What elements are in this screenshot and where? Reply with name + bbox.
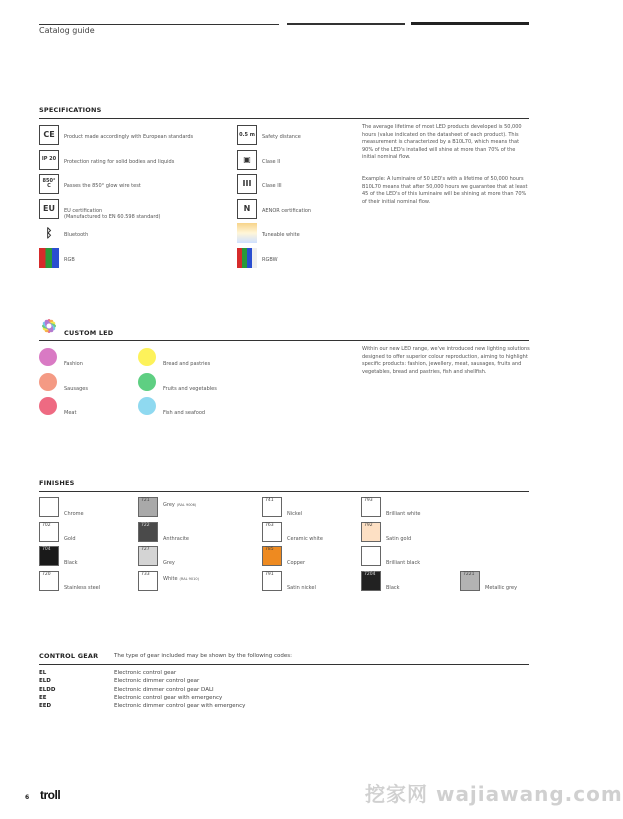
gear-description: Electronic dimmer control gear xyxy=(114,678,200,685)
finish-code: 793 xyxy=(364,498,373,503)
finish-label: Gold xyxy=(64,535,76,542)
ip-rating-icon: IP 20 xyxy=(39,150,59,170)
class-ii-icon: ▣ xyxy=(237,150,257,170)
spec-label: Safety distance xyxy=(262,134,301,140)
brand-logo: troll xyxy=(40,788,61,802)
finish-code: 722 xyxy=(141,522,150,528)
color-swatch-circle xyxy=(138,373,156,391)
custom-led-label: Fruits and vegetables xyxy=(163,385,217,392)
flower-logo-icon xyxy=(39,316,59,336)
finish-swatch xyxy=(262,497,282,517)
finish-swatch xyxy=(262,546,282,566)
finish-swatch xyxy=(262,522,282,542)
spec-label: Clase II xyxy=(262,158,281,165)
page-number: 6 xyxy=(25,794,30,801)
finish-code: 785 xyxy=(265,547,274,552)
spec-label: Bluetooth xyxy=(64,232,89,238)
spec-label: Passes the 850° glow wire test xyxy=(64,183,141,189)
finish-swatch xyxy=(39,546,59,566)
finishes-title: FINISHES xyxy=(39,479,75,487)
gear-description: Electronic control gear xyxy=(114,670,177,676)
finish-swatch xyxy=(262,571,282,591)
finish-label: Satin gold xyxy=(386,535,412,542)
finish-swatch xyxy=(138,571,158,591)
watermark: 挖家网 wajiawang.com xyxy=(365,782,623,806)
finish-label: White (RAL 9010) xyxy=(163,575,199,582)
gear-description: Electronic dimmer control gear with emergency xyxy=(114,703,246,710)
finish-swatch xyxy=(39,497,59,517)
finish-label: Brilliant white xyxy=(386,511,421,517)
bluetooth-icon: ᛒ xyxy=(45,226,53,240)
specifications-rule xyxy=(39,118,529,119)
finish-label: Chrome xyxy=(64,511,84,517)
finish-label: Black xyxy=(64,560,78,566)
finish-sub: (RAL 9006) xyxy=(176,503,197,507)
specifications-title: SPECIFICATIONS xyxy=(39,106,102,114)
safety-distance-icon: 0.5 m xyxy=(237,125,257,145)
gear-description: Electronic control gear with emergency xyxy=(114,694,223,701)
rgbw-icon xyxy=(237,248,257,268)
header-rule-3 xyxy=(411,22,529,25)
finish-swatch xyxy=(138,546,158,566)
custom-led-label: Fashion xyxy=(64,361,83,367)
class-iii-icon: III xyxy=(237,174,257,194)
finish-label: Copper xyxy=(287,560,306,566)
finish-label: Stainless steel xyxy=(64,584,101,591)
lifetime-paragraph: The average lifetime of most LED products developed is 50,000 hours (value indicated on the datasheet of each product). This measurement is characterized by a B10L70, which means that 90% of the LED's installed will shine at more than 70% of the initial nominal flow. xyxy=(362,124,522,160)
page-header-title: Catalog guide xyxy=(39,26,95,35)
spec-label: RGB xyxy=(64,256,75,263)
tuneable-white-icon xyxy=(237,223,257,243)
finish-label: Anthracite xyxy=(163,535,190,542)
finish-code: 721 xyxy=(141,498,150,503)
color-swatch-circle xyxy=(39,397,57,415)
rgb-icon xyxy=(39,248,59,268)
finish-code: 7221 xyxy=(463,571,475,577)
color-swatch-circle xyxy=(39,348,57,366)
glow-wire-icon: 850° C xyxy=(39,174,59,194)
control-gear-intro: The type of gear included may be shown by the following codes: xyxy=(114,653,293,659)
custom-led-label: Sausages xyxy=(64,385,88,392)
color-swatch-circle xyxy=(39,373,57,391)
finish-swatch xyxy=(460,571,480,591)
custom-led-rule xyxy=(39,340,529,341)
finish-swatch xyxy=(361,497,381,517)
finish-label: Brilliant black xyxy=(386,560,421,566)
finish-swatch xyxy=(361,571,381,591)
finish-code: 733 xyxy=(141,571,150,577)
finish-label: Metallic grey xyxy=(485,584,518,591)
spec-label: Clase III xyxy=(262,183,282,189)
custom-led-label: Meat xyxy=(64,410,77,416)
finish-code: 727 xyxy=(141,547,150,552)
finish-sub: (RAL 9010) xyxy=(179,576,199,581)
header-rule-1 xyxy=(39,24,279,25)
gear-code: EE xyxy=(39,694,47,701)
custom-led-label: Bread and pastries xyxy=(163,361,211,367)
finish-swatch xyxy=(361,546,381,566)
finish-code: 720 xyxy=(42,571,51,577)
finishes-rule xyxy=(39,491,529,492)
eu-certification-icon: EU xyxy=(39,199,59,219)
finish-code: 792 xyxy=(364,522,373,528)
gear-description: Electronic dimmer control gear DALI xyxy=(114,686,214,693)
ce-mark-icon: CE xyxy=(39,125,59,145)
finish-label: Grey xyxy=(163,560,175,566)
spec-label: RGBW xyxy=(262,256,278,263)
finish-label: Grey (RAL 9006) xyxy=(163,502,197,508)
finish-swatch xyxy=(39,571,59,591)
finish-code: 791 xyxy=(265,571,274,577)
example-paragraph: Example: A luminaire of 50 LED's with a lifetime of 50,000 hours B10L70 means that after 50,000 hours we guarantee that at least 45 of the LED's of this luminaire will be shining at more than 70% of their initial nominal flow. xyxy=(362,176,528,205)
finish-code: 763 xyxy=(265,522,274,528)
gear-code: EED xyxy=(39,703,52,710)
finish-label: Ceramic white xyxy=(287,535,323,542)
spec-label: Tuneable white xyxy=(262,232,300,238)
finish-code: 704 xyxy=(42,547,51,552)
finish-swatch xyxy=(361,522,381,542)
finish-code: 702 xyxy=(42,522,51,528)
header-rule-2 xyxy=(287,23,405,25)
spec-label: Product made accordingly with European standards xyxy=(64,134,194,140)
finish-label: Nickel xyxy=(287,511,303,517)
gear-code: ELD xyxy=(39,678,51,685)
finish-swatch xyxy=(138,497,158,517)
finish-label: Black xyxy=(386,584,400,591)
finish-code: 7204 xyxy=(364,571,376,577)
finish-label: Satin nickel xyxy=(287,584,316,591)
aenor-certification-icon: N xyxy=(237,199,257,219)
spec-label: Protection rating for solid bodies and liquids xyxy=(64,158,175,165)
finish-swatch xyxy=(138,522,158,542)
gear-code: EL xyxy=(39,670,47,676)
control-gear-rule xyxy=(39,664,529,665)
color-swatch-circle xyxy=(138,348,156,366)
control-gear-title: CONTROL GEAR xyxy=(39,652,99,660)
color-swatch-circle xyxy=(138,397,156,415)
custom-led-paragraph: Within our new LED range, we've introduced new lighting solutions designed to offer superior colour reproduction, aiming to highlight specific products: fashion, jewellery, meat, sausages, fruits and vegetables, bread and pastries, fish and shellfish. xyxy=(362,346,530,375)
finish-code: 741 xyxy=(265,498,274,503)
spec-label: AENOR certification xyxy=(262,207,312,214)
custom-led-title: CUSTOM LED xyxy=(64,329,114,337)
gear-code: ELDD xyxy=(39,686,56,693)
custom-led-label: Fish and seafood xyxy=(163,410,206,416)
spec-label: EU certification (Manufactured to EN 60.598 standard) xyxy=(64,207,161,220)
finish-swatch xyxy=(39,522,59,542)
